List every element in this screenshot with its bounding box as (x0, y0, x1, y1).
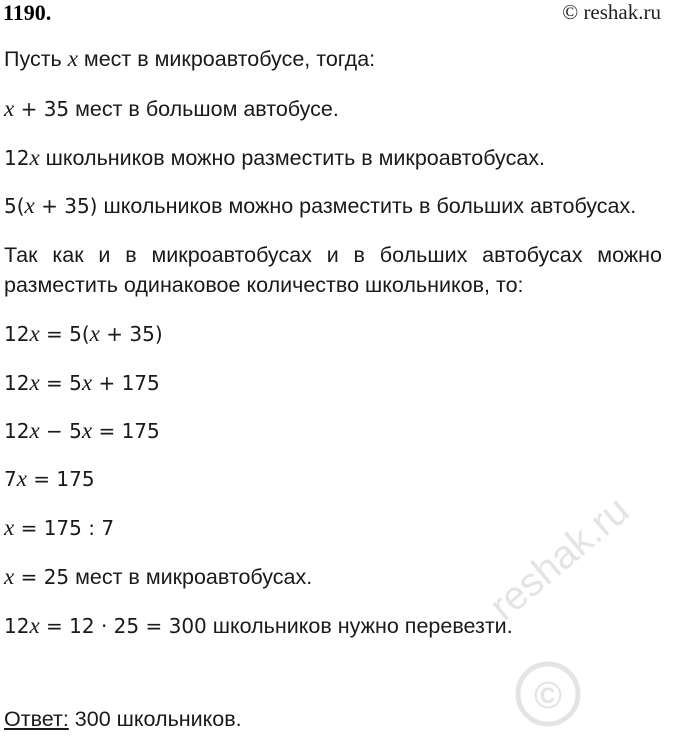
answer-text: 300 школьников. (68, 707, 242, 731)
math-expr: = 25 (14, 565, 70, 589)
math-expr: = 12 · 25 = 300 (39, 614, 207, 638)
solution-line-2 (4, 96, 339, 122)
math-var: x (4, 96, 15, 121)
math-expr: + 35 (14, 97, 70, 121)
math-expr: + 175 (92, 371, 160, 395)
math-expr: 5( (4, 194, 25, 218)
math-expr: = 175 (26, 467, 95, 491)
math-expr: + 35) (34, 194, 98, 218)
math-expr: 12 (4, 322, 30, 346)
text-run: школьников нужно перевезти. (206, 614, 513, 638)
equation-line-2 (4, 370, 160, 396)
watermark-symbol: © (534, 675, 562, 717)
problem-number: 1190. (3, 0, 52, 25)
solution-line-6: разместить одинаковое количество школьников, то: (4, 273, 524, 297)
answer-label: Ответ: (4, 707, 69, 731)
equation-line-5 (4, 515, 114, 541)
text-run: Пусть (4, 47, 68, 71)
copyright-notice: © reshak.ru (562, 0, 661, 24)
text-run: школьников можно разместить в больших автобусах. (97, 194, 637, 218)
math-expr: = 175 (92, 419, 160, 443)
math-var: x (29, 370, 40, 395)
math-expr: − 5 (39, 419, 82, 443)
watermark-circle (518, 664, 578, 724)
math-var: x (4, 515, 15, 540)
math-expr: 12 (4, 146, 30, 170)
math-var: x (29, 418, 40, 443)
math-var: x (29, 321, 40, 346)
math-expr: = 175 : 7 (14, 516, 115, 540)
watermark-text: reshak.ru (481, 488, 638, 629)
text-run: школьников можно разместить в микроавтобусах. (39, 146, 545, 170)
solution-line-3 (4, 145, 545, 171)
answer-line (4, 706, 242, 732)
equation-line-1 (4, 321, 163, 347)
math-expr: 7 (4, 467, 17, 491)
math-var: x (81, 418, 93, 443)
math-var: x (29, 145, 40, 170)
math-expr: 12 (4, 614, 30, 638)
math-expr: = 5( (39, 322, 90, 346)
math-expr: + 35) (99, 322, 163, 346)
math-var: x (67, 46, 78, 71)
math-var: x (29, 613, 40, 638)
equation-line-7 (4, 613, 513, 639)
solution-line-4 (4, 193, 636, 219)
solution-line-5: Так как и в микроавтобусах и в больших автобусах можно (4, 243, 662, 267)
math-expr: 12 (4, 419, 30, 443)
math-var: x (16, 466, 27, 491)
math-var: x (4, 564, 15, 589)
equation-line-6 (4, 564, 312, 590)
reshak-watermark (470, 488, 680, 750)
text-run: мест в большом автобусе. (69, 97, 339, 121)
solution-line-1 (4, 46, 375, 72)
math-expr: = 5 (39, 371, 82, 395)
page-header (0, 0, 669, 30)
text-run: мест в микроавтобусах. (69, 565, 313, 589)
math-var: x (81, 370, 93, 395)
text-run: мест в микроавтобусе, тогда: (77, 47, 376, 71)
math-var: x (89, 321, 100, 346)
math-expr: 12 (4, 371, 30, 395)
equation-line-4 (4, 466, 95, 492)
equation-line-3 (4, 418, 160, 444)
math-var: x (24, 193, 35, 218)
